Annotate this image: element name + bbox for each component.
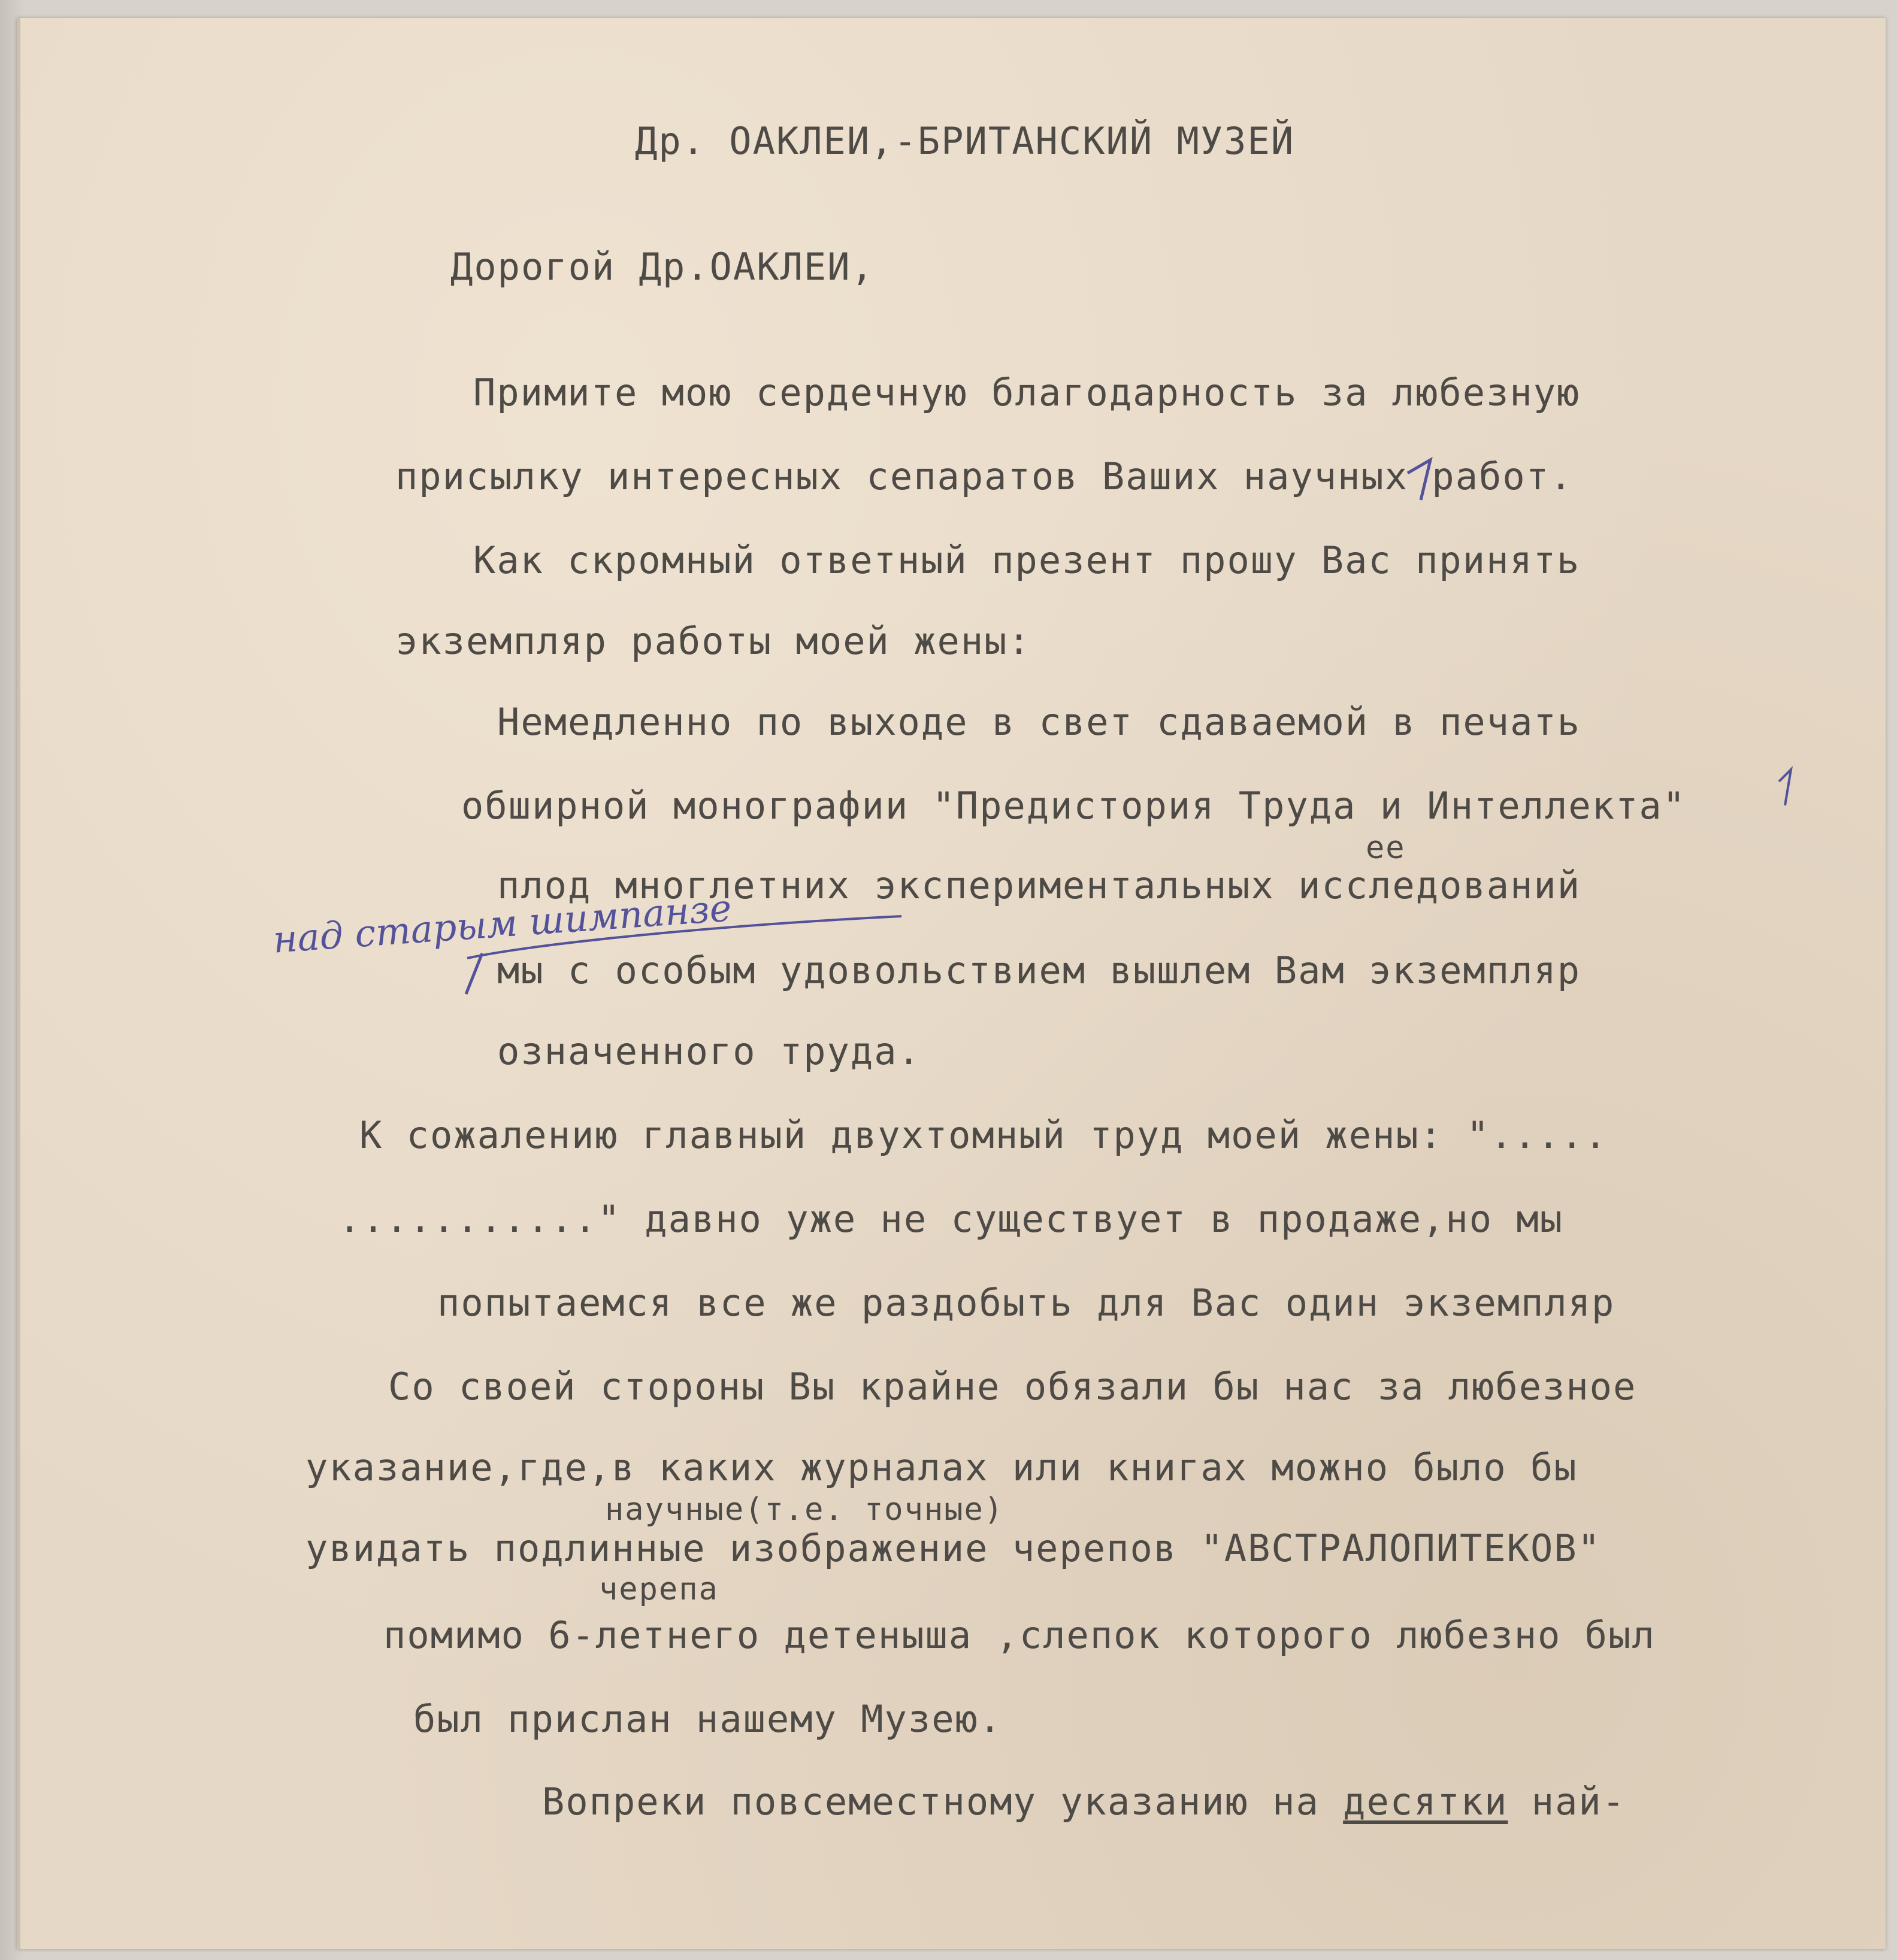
letter-salutation: Дорогой Др.ОАКЛЕИ, (450, 245, 875, 289)
handwritten-note: над старым шимпанзе (271, 886, 733, 962)
body-line-12: попытаемся все же раздобыть для Вас один экземпляр (437, 1281, 1615, 1325)
body-line-13: Со своей стороны Вы крайне обязали бы нас за любезное (388, 1365, 1637, 1408)
body-line-15: увидать подлинные изображение черепов "АВСТРАЛОПИТЕКОВ" (305, 1526, 1601, 1570)
insertion-caret-mark (466, 953, 482, 994)
interlinear-nauchnye: научные(т.е. точные) (605, 1492, 1005, 1528)
note-underline-stroke (467, 916, 901, 958)
body-line-11: ..........." давно уже не существует в продаже,но мы (338, 1197, 1564, 1241)
body-line-5: Немедленно по выходе в свет сдаваемой в печать (497, 700, 1581, 744)
body-line-9: означенного труда. (497, 1029, 921, 1073)
body-line-3: Как скромный ответный презент прошу Вас принять (473, 538, 1581, 582)
body-line-10: К сожалению главный двухтомный труд моей жены: "..... (359, 1113, 1608, 1157)
correction-mark-u (1408, 460, 1430, 500)
body-line-1: Примите мою сердечную благодарность за любезную (473, 371, 1581, 414)
interlinear-cherepa: черепа (599, 1571, 719, 1607)
body-line-8: мы с особым удовольствием вышлем Вам экземпляр (497, 949, 1581, 992)
body-line-17: был прислан нашему Музею. (413, 1697, 1003, 1741)
body-line-4: экземпляр работы моей жены: (395, 619, 1031, 663)
body-line-14: указание,где,в каких журналах или книгах можно было бы (305, 1446, 1578, 1489)
body-line-18-prefix: Вопреки повсеместному указанию на (542, 1780, 1344, 1823)
body-line-2: присылку интересных сепаратов Ваших научных работ. (395, 455, 1574, 498)
body-line-7: плод многлетних экспериментальных исследований (497, 864, 1581, 907)
body-line-6: обширной монографии "Предистория Труда и Интеллекта" (461, 784, 1687, 828)
body-line-18-suffix: най- (1508, 1780, 1626, 1823)
underlined-word: десятки (1343, 1780, 1508, 1823)
correction-mark-quote (1779, 770, 1791, 805)
letter-heading: Др. ОАКЛЕИ,-БРИТАНСКИЙ МУЗЕЙ (635, 119, 1295, 163)
body-line-16: помимо 6-летнего детеныша ,слепок которого любезно был (383, 1613, 1656, 1657)
interlinear-ee: ее (1366, 830, 1406, 866)
